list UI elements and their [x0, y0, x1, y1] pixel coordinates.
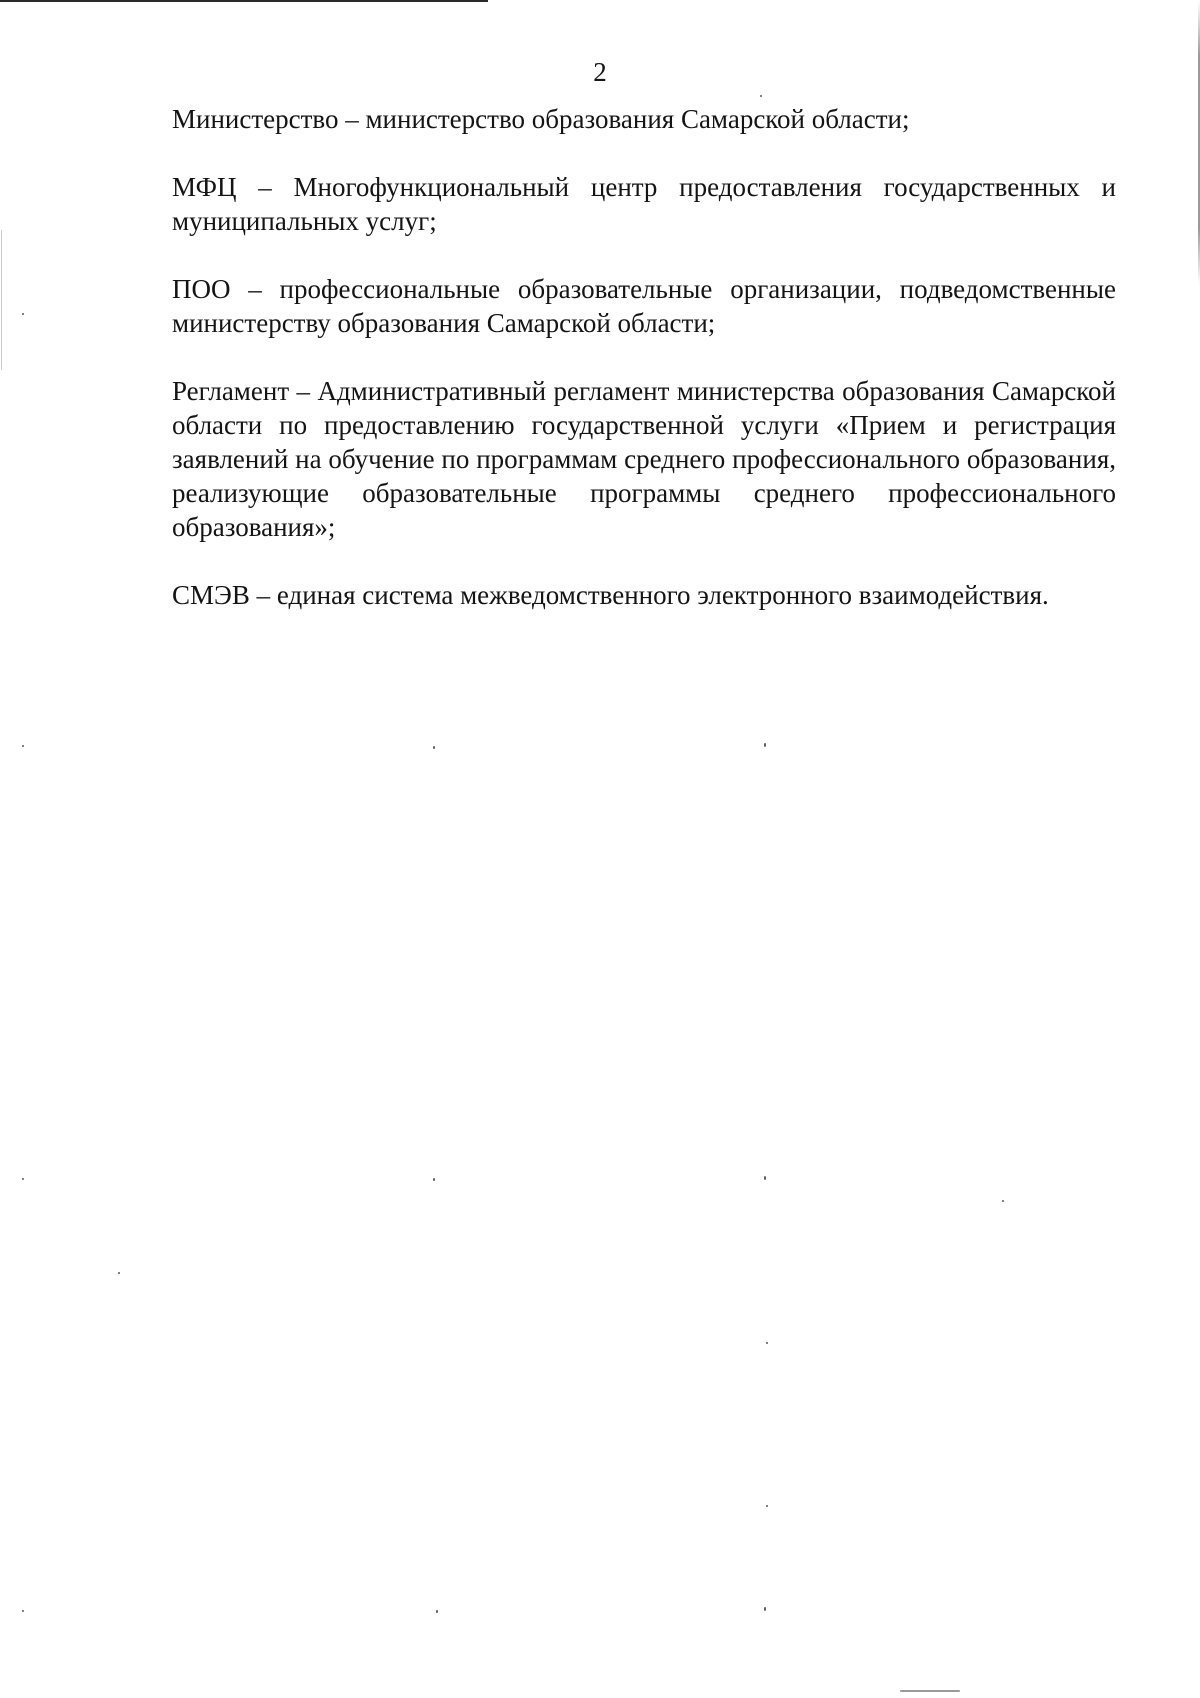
scan-speck	[22, 313, 24, 315]
definition-ministry: Министерство – министерство образования Самарской области;	[172, 104, 910, 134]
definition-poo: ПОО – профессиональные образовательные организации, подведомственные министерству образования Самарской области;	[172, 274, 1116, 338]
scan-speck	[436, 1610, 438, 1613]
scan-speck	[118, 1272, 120, 1274]
scan-speck	[22, 745, 24, 747]
scan-speck	[766, 1505, 768, 1507]
definition-mfc: МФЦ – Многофункциональный центр предоставления государственных и муниципальных услуг;	[172, 172, 1116, 236]
page-number: 2	[593, 57, 607, 87]
scan-speck	[433, 746, 435, 749]
scan-speck	[433, 1178, 435, 1181]
scan-speck	[766, 1342, 768, 1344]
scan-border-left	[1, 230, 2, 370]
scan-speck	[760, 95, 762, 97]
definition-reglament: Регламент – Административный регламент министерства образования Самарской области по предоставлению государственной услуги «Прием и регистрация заявлений на обучение по программам среднего профессионального образования, реализующие образовательные программы среднего профессионального образования»;	[172, 376, 1116, 542]
scan-speck	[1002, 1200, 1004, 1202]
definitions-list	[172, 102, 1116, 612]
scan-speck	[764, 1176, 766, 1180]
scan-speck	[22, 1610, 24, 1612]
scan-speck	[764, 743, 766, 747]
scan-border-top	[0, 0, 488, 2]
definition-smev: СМЭВ – единая система межведомственного электронного взаимодействия.	[172, 580, 1049, 610]
scan-speck	[900, 1690, 960, 1692]
scan-speck	[764, 1607, 766, 1611]
scan-speck	[22, 1178, 24, 1180]
